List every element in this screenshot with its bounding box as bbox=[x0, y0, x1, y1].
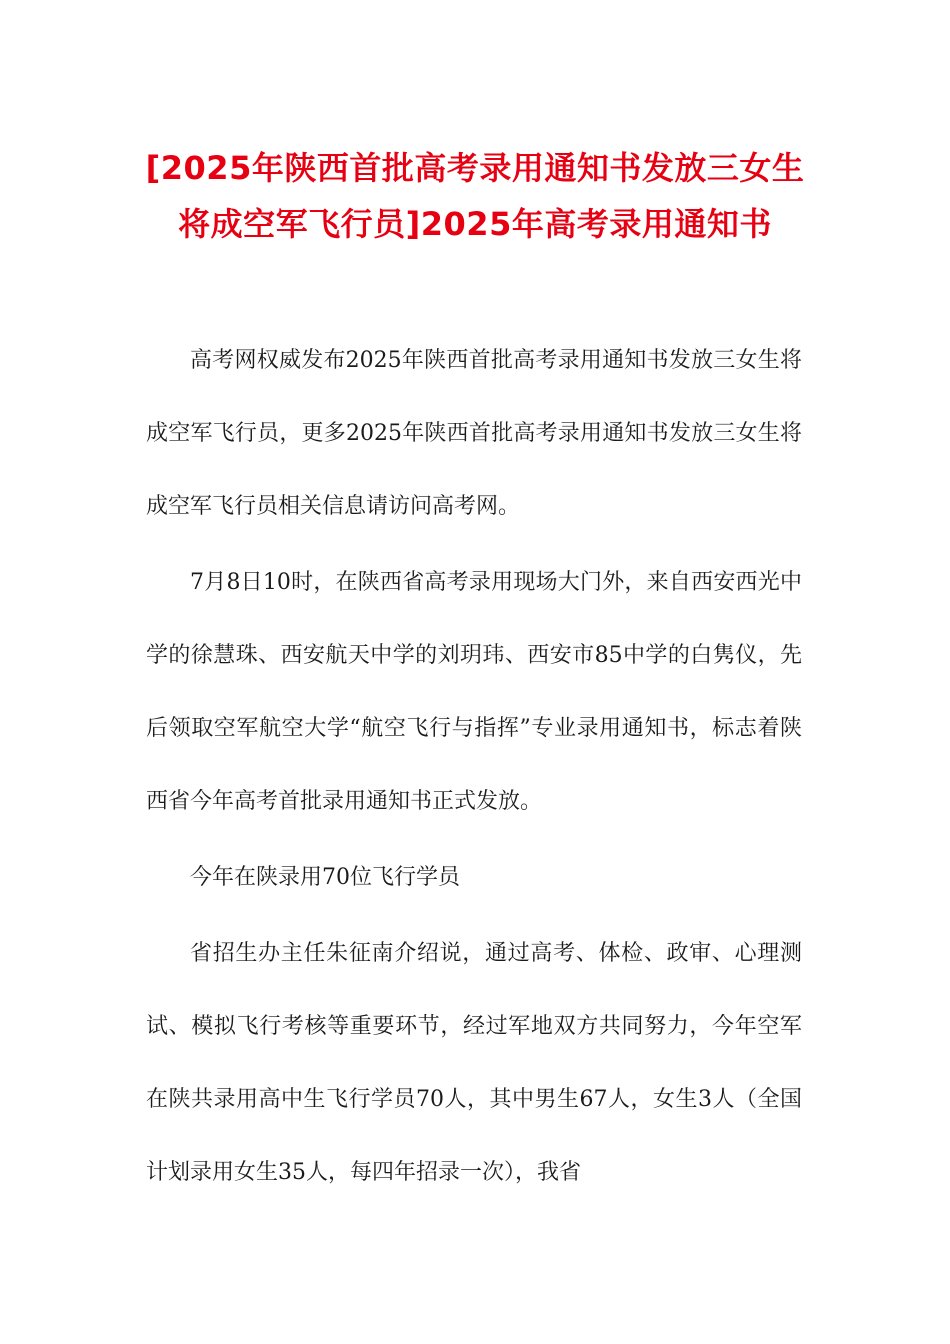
document-title: [2025年陕西首批高考录用通知书发放三女生将成空军飞行员]2025年高考录用通知书 bbox=[145, 149, 805, 243]
paragraph-notice-issued: 7月8日10时，在陕西省高考录用现场大门外，来自西安西光中学的徐慧珠、西安航天中学的刘玥玮、西安市85中学的白隽仪，先后领取空军航空大学“航空飞行与指挥”专业录用通知书，标志着陕西省今年高考首批录用通知书正式发放。 bbox=[146, 570, 802, 814]
paragraph-subheading: 今年在陕录用70位飞行学员 bbox=[190, 865, 460, 890]
paragraph-admission-details: 省招生办主任朱征南介绍说，通过高考、体检、政审、心理测试、模拟飞行考核等重要环节，经过军地双方共同努力，今年空军在陕共录用高中生飞行学员70人，其中男生67人，女生3人（全国计划录用女生35人，每四年招录一次），我省 bbox=[146, 941, 802, 1185]
document-body bbox=[146, 324, 802, 1212]
paragraph-intro: 高考网权威发布2025年陕西首批高考录用通知书发放三女生将成空军飞行员，更多2025年陕西首批高考录用通知书发放三女生将成空军飞行员相关信息请访问高考网。 bbox=[146, 348, 802, 519]
